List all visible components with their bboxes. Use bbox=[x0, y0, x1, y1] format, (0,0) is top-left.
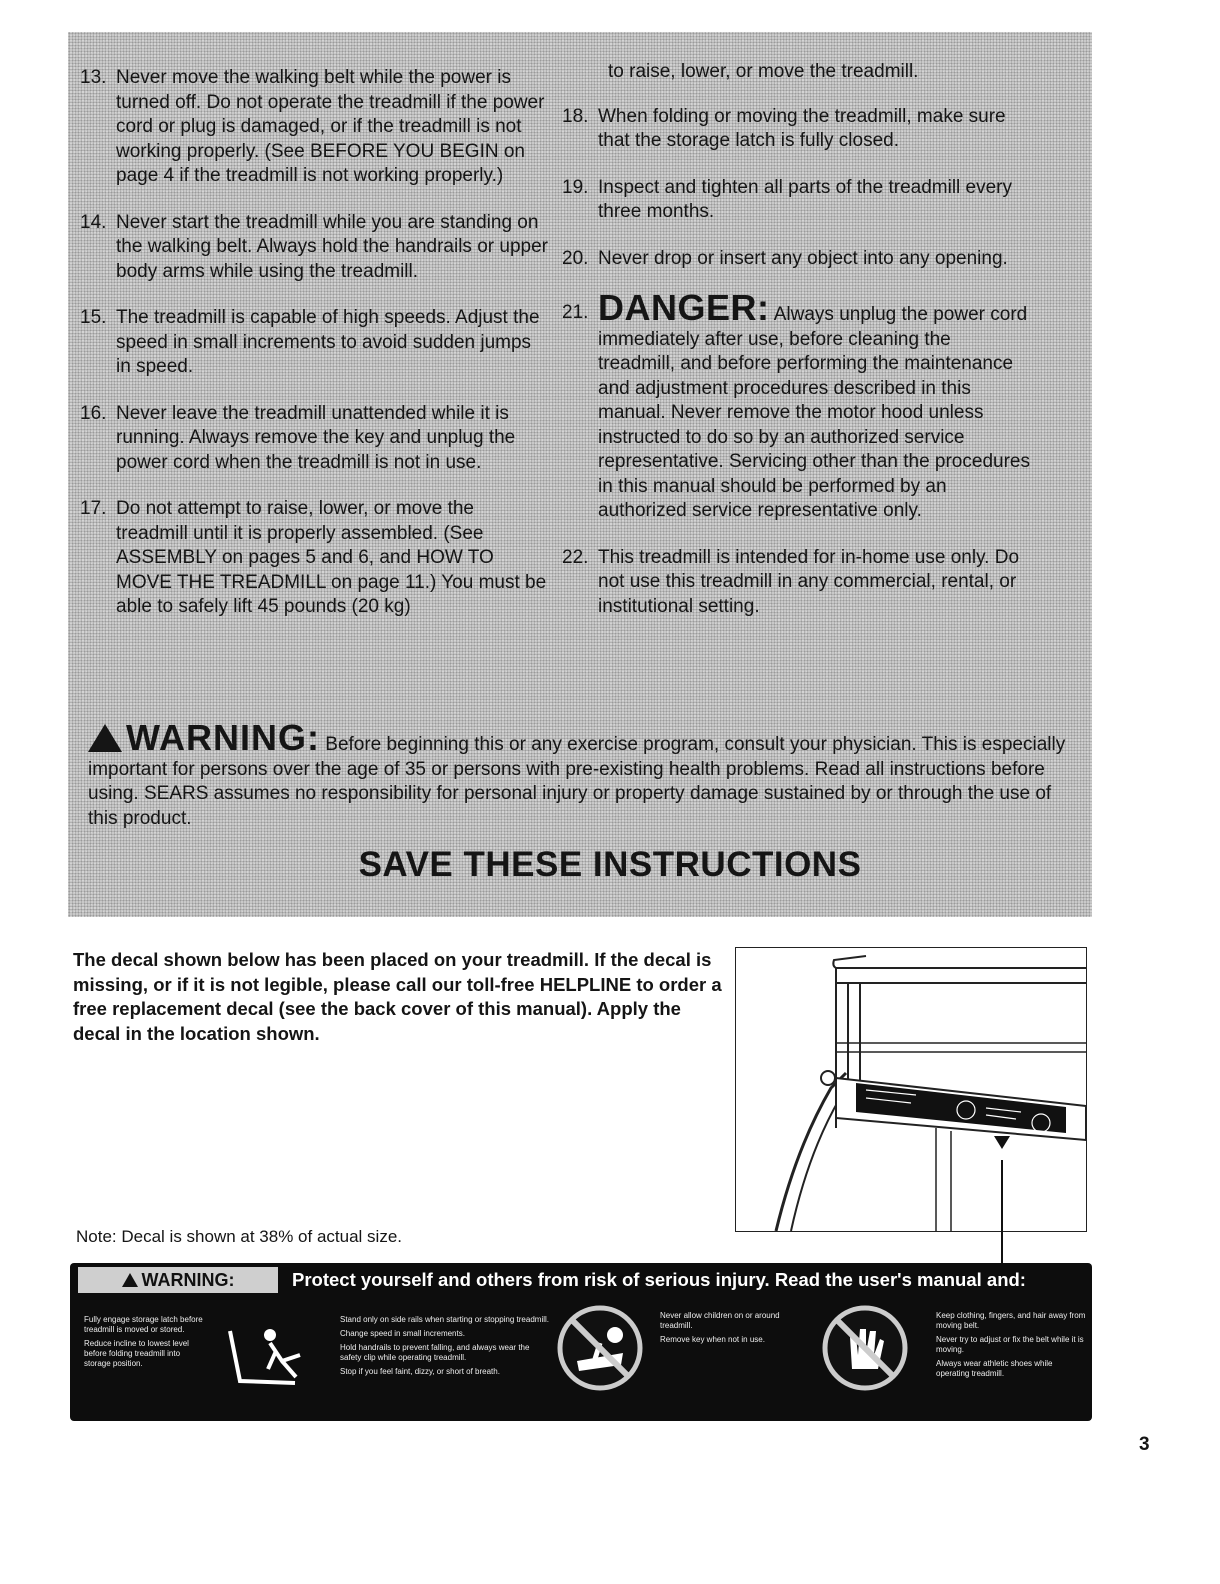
decal-warning-label: WARNING: bbox=[141, 1269, 235, 1290]
right-column bbox=[562, 60, 1032, 641]
instruction-16 bbox=[80, 402, 550, 476]
instruction-text: Do not attempt to raise, lower, or move the treadmill until it is properly assembled. (See ASSEMBLY on pages 5 and 6, and HOW TO MOVE THE TREADMILL on page 11.) You must be able to safely lift 45 pounds (20 kg) bbox=[116, 498, 547, 617]
danger-paragraph bbox=[598, 287, 1032, 524]
instruction-number: 22. bbox=[562, 546, 589, 568]
instruction-number: 15. bbox=[80, 307, 107, 328]
instruction-14 bbox=[80, 211, 550, 285]
instruction-number: 18. bbox=[562, 105, 589, 127]
warning-triangle-icon bbox=[122, 1273, 138, 1287]
instruction-number: 17. bbox=[80, 498, 107, 519]
instruction-19 bbox=[562, 176, 1032, 225]
warning-text: Before beginning this or any exercise program, consult your physician. This is especially important for persons over the age of 35 or persons with pre-existing health problems. Read all instructions before using. SEARS assumes no responsibility for personal injury or property damage sustained by or through the use of this product. bbox=[88, 734, 1066, 829]
decal-bullet: Stop if you feel faint, dizzy, or short of breath. bbox=[340, 1367, 500, 1376]
danger-label: DANGER: bbox=[598, 287, 770, 328]
instruction-text: Always unplug the power cord immediately after use, before cleaning the treadmill, and before performing the maintenance and adjustment procedures described in this manual. Never remove the motor hood unless instructed to do so by an authorized service representative. Servicing other than the procedures in this manual should be performed by an authorized service representative only. bbox=[598, 304, 1030, 521]
decal-bullet: Remove key when not in use. bbox=[660, 1335, 765, 1344]
instruction-15 bbox=[80, 306, 550, 380]
instruction-number: 19. bbox=[562, 176, 589, 198]
instruction-number: 16. bbox=[80, 402, 107, 424]
decal-bullet: Keep clothing, fingers, and hair away from moving belt. bbox=[936, 1311, 1086, 1330]
instruction-text: Inspect and tighten all parts of the treadmill every three months. bbox=[598, 176, 1013, 222]
decal-headline: Protect yourself and others from risk of serious injury. Read the user's manual and: bbox=[292, 1269, 1026, 1290]
instruction-18 bbox=[562, 105, 1032, 154]
no-hands-near-belt-pictogram-icon bbox=[820, 1303, 910, 1393]
decal-column-1 bbox=[84, 1315, 204, 1373]
decal-size-note: Note: Decal is shown at 38% of actual size. bbox=[76, 1227, 402, 1246]
page-number: 3 bbox=[1139, 1434, 1150, 1455]
instruction-20 bbox=[562, 247, 1032, 272]
instruction-17-continued bbox=[562, 60, 1032, 85]
decal-bullet: Reduce incline to lowest level before folding treadmill into storage position. bbox=[84, 1339, 189, 1368]
warning-decal bbox=[70, 1263, 1092, 1421]
decal-bullet: Hold handrails to prevent falling, and always wear the safety clip while operating treadmill. bbox=[340, 1343, 530, 1362]
instruction-number: 14. bbox=[80, 211, 107, 233]
warning-heading bbox=[88, 717, 320, 758]
instruction-text: Never drop or insert any object into any opening. bbox=[598, 247, 1008, 269]
instruction-17 bbox=[80, 497, 550, 620]
decal-pointer-arrow bbox=[1001, 1160, 1003, 1263]
warning-triangle-icon bbox=[88, 724, 122, 752]
warning-block bbox=[88, 717, 1068, 831]
save-instructions-heading: SAVE THESE INSTRUCTIONS bbox=[358, 845, 862, 884]
instruction-text: When folding or moving the treadmill, make sure that the storage latch is fully closed. bbox=[598, 105, 1006, 151]
instruction-number: 13. bbox=[80, 67, 107, 88]
instruction-text: to raise, lower, or move the treadmill. bbox=[608, 61, 919, 82]
instruction-number: 21. bbox=[562, 302, 589, 323]
instruction-text: This treadmill is intended for in-home use only. Do not use this treadmill in any commercial, rental, or institutional setting. bbox=[598, 546, 1020, 617]
instruction-13 bbox=[80, 66, 550, 189]
decal-bullet: Change speed in small increments. bbox=[340, 1329, 465, 1338]
decal-bullet: Stand only on side rails when starting or stopping treadmill. bbox=[340, 1315, 549, 1324]
no-children-pictogram-icon bbox=[555, 1303, 645, 1393]
decal-column-3 bbox=[660, 1311, 810, 1349]
instruction-text: The treadmill is capable of high speeds. Adjust the speed in small increments to avoid sudden jumps in speed. bbox=[116, 307, 540, 377]
instruction-text: Never move the walking belt while the power is turned off. Do not operate the treadmill if the power cord or plug is damaged, or if the treadmill is not working properly. (See BEFORE YOU BEGIN on page 4 if the treadmill is not working properly.) bbox=[116, 67, 545, 186]
instruction-text: Never start the treadmill while you are standing on the walking belt. Always hold the handrails or upper body arms while using the treadmill. bbox=[116, 211, 548, 282]
decal-bullet: Never allow children on or around treadmill. bbox=[660, 1311, 780, 1330]
instruction-text: Never leave the treadmill unattended while it is running. Always remove the key and unplug the power cord when the treadmill is not in use. bbox=[116, 402, 516, 473]
decal-location-figure bbox=[735, 947, 1087, 1232]
decal-bullet: Fully engage storage latch before treadmill is moved or stored. bbox=[84, 1315, 203, 1334]
instruction-number: 20. bbox=[562, 247, 589, 269]
left-column bbox=[80, 66, 550, 642]
treadmill-illustration-icon bbox=[736, 948, 1086, 1231]
falling-person-pictogram-icon bbox=[220, 1321, 330, 1391]
instruction-21-danger bbox=[562, 287, 1032, 524]
instruction-22 bbox=[562, 546, 1032, 620]
decal-description: The decal shown below has been placed on your treadmill. If the decal is missing, or if it is not legible, please call our toll-free HELPLINE to order a free replacement decal (see the back cover of this manual). Apply the decal in the location shown. bbox=[73, 949, 722, 1044]
decal-warning-badge bbox=[78, 1267, 278, 1293]
warning-label: WARNING: bbox=[126, 717, 320, 758]
decal-bullet: Never try to adjust or fix the belt while it is moving. bbox=[936, 1335, 1084, 1354]
decal-bullet: Always wear athletic shoes while operating treadmill. bbox=[936, 1359, 1053, 1378]
decal-column-4 bbox=[936, 1311, 1086, 1383]
decal-column-2 bbox=[340, 1315, 550, 1381]
